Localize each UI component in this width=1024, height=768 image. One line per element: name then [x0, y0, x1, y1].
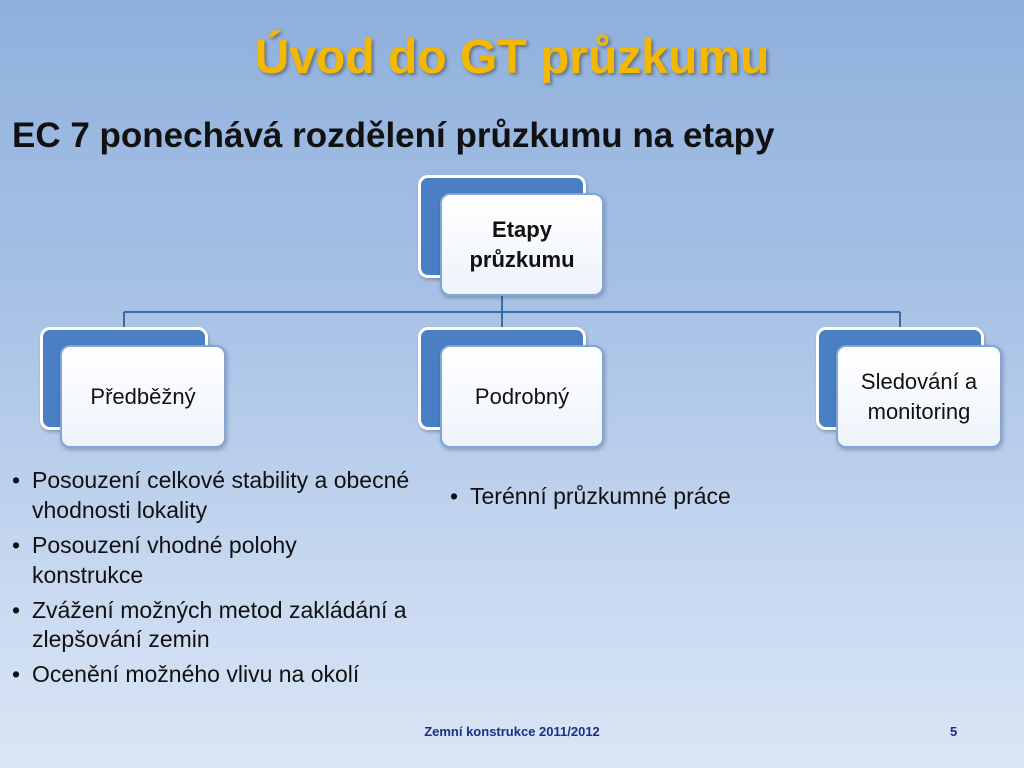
bullet-item: • Posouzení celkové stability a obecné vhodnosti lokality: [10, 466, 410, 526]
bullet-list-predbezny: [10, 466, 410, 695]
root-node-label: Etapy průzkumu: [469, 216, 575, 272]
child-node-predbezny: [60, 345, 226, 448]
page-number: 5: [950, 724, 958, 739]
root-node: [440, 193, 604, 296]
bullet-list-podrobny: [448, 482, 848, 517]
child-node-sledovani: [836, 345, 1002, 448]
bullet-item: • Zvážení možných metod zakládání a zlepšování zemin: [10, 596, 410, 656]
bullet-item: • Posouzení vhodné polohy konstrukce: [10, 531, 410, 591]
child-node-label: Podrobný: [474, 383, 570, 409]
bullet-item: • Terénní průzkumné práce: [448, 482, 848, 512]
slide-subtitle: EC 7 ponechává rozdělení průzkumu na etapy: [12, 116, 775, 155]
child-node-podrobny: [440, 345, 604, 448]
child-node-label: Sledování a monitoring: [860, 368, 978, 424]
slide-title: Úvod do GT průzkumu: [254, 31, 770, 84]
child-node-label: Předběžný: [90, 383, 196, 409]
footer-text: Zemní konstrukce 2011/2012: [424, 724, 600, 739]
bullet-item: • Ocenění možného vlivu na okolí: [10, 660, 410, 690]
